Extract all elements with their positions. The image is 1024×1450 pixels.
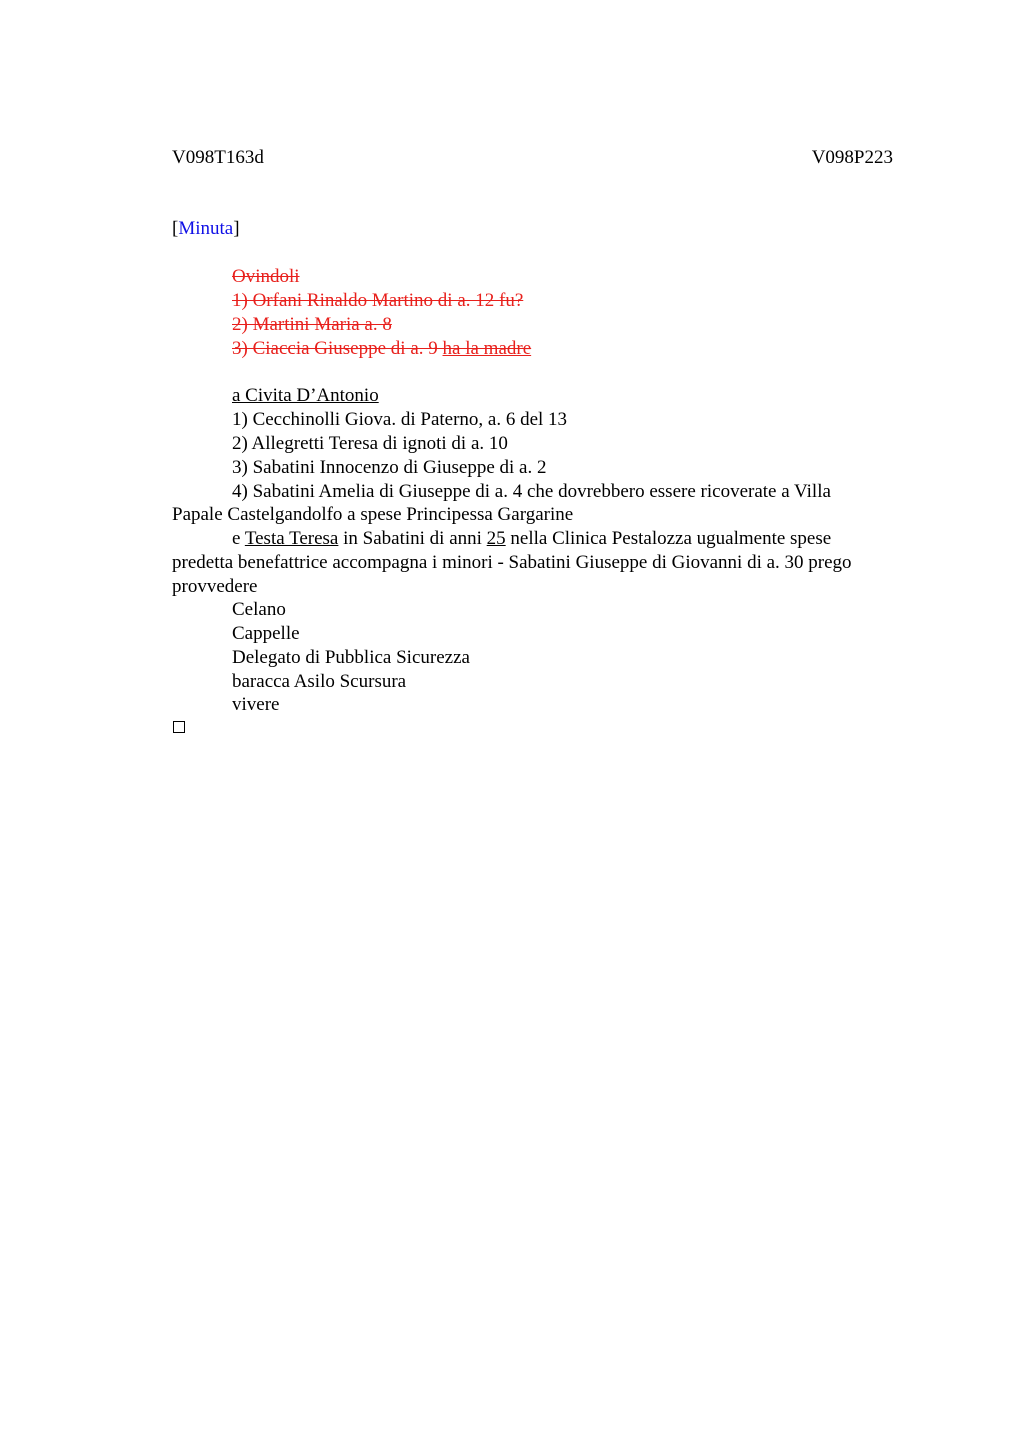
struck-item-3 bbox=[232, 337, 531, 361]
struck-item-2: 2) Martini Maria a. 8 bbox=[232, 314, 392, 335]
footer-line-delegato: Delegato di Pubblica Sicurezza bbox=[232, 647, 470, 668]
civita-item-2: 2) Allegretti Teresa di ignoti di a. 10 bbox=[232, 433, 508, 454]
civita-item-4-line-2: Papale Castelgandolfo a spese Principessa Gargarine bbox=[172, 504, 574, 525]
footer-line-vivere: vivere bbox=[232, 694, 280, 715]
civita-item-4-line-1: 4) Sabatini Amelia di Giuseppe di a. 4 che dovrebbero essere ricoverate a Villa bbox=[232, 481, 831, 502]
minuta-text: Minuta bbox=[178, 218, 234, 239]
testa-paragraph-line-2: predetta benefattrice accompagna i minori - Sabatini Giuseppe di Giovanni di a. 30 prego bbox=[172, 552, 852, 573]
para-rest: nella Clinica Pestalozza ugualmente spese bbox=[505, 528, 832, 549]
civita-place-heading: a Civita D’Antonio bbox=[232, 385, 379, 406]
bracket-close: ] bbox=[233, 218, 240, 239]
para-name: Testa Teresa bbox=[244, 528, 339, 549]
para-e: e bbox=[232, 528, 245, 549]
civita-item-3: 3) Sabatini Innocenzo di Giuseppe di a. 2 bbox=[232, 457, 547, 478]
testa-paragraph-line-3: provvedere bbox=[172, 576, 258, 597]
footer-line-celano: Celano bbox=[232, 599, 286, 620]
struck-item-1: 1) Orfani Rinaldo Martino di a. 12 fu? bbox=[232, 290, 524, 311]
testa-paragraph-line-1 bbox=[232, 527, 831, 551]
struck-place: Ovindoli bbox=[232, 266, 300, 287]
para-age: 25 bbox=[486, 528, 506, 549]
footer-line-cappelle: Cappelle bbox=[232, 623, 300, 644]
document-code-left: V098T163d bbox=[172, 147, 264, 168]
para-mid: in Sabatini di anni bbox=[338, 528, 487, 549]
struck-item-3-text: 3) Ciaccia Giuseppe di a. 9 bbox=[232, 338, 443, 359]
civita-item-1: 1) Cecchinolli Giova. di Paterno, a. 6 del 13 bbox=[232, 409, 568, 430]
minuta-label bbox=[172, 217, 240, 241]
document-code-right: V098P223 bbox=[811, 147, 893, 168]
footer-line-baracca: baracca Asilo Scursura bbox=[232, 671, 407, 692]
empty-checkbox[interactable] bbox=[173, 721, 185, 733]
struck-item-3-suffix: ha la madre bbox=[442, 338, 532, 359]
bracket-open: [ bbox=[172, 218, 179, 239]
